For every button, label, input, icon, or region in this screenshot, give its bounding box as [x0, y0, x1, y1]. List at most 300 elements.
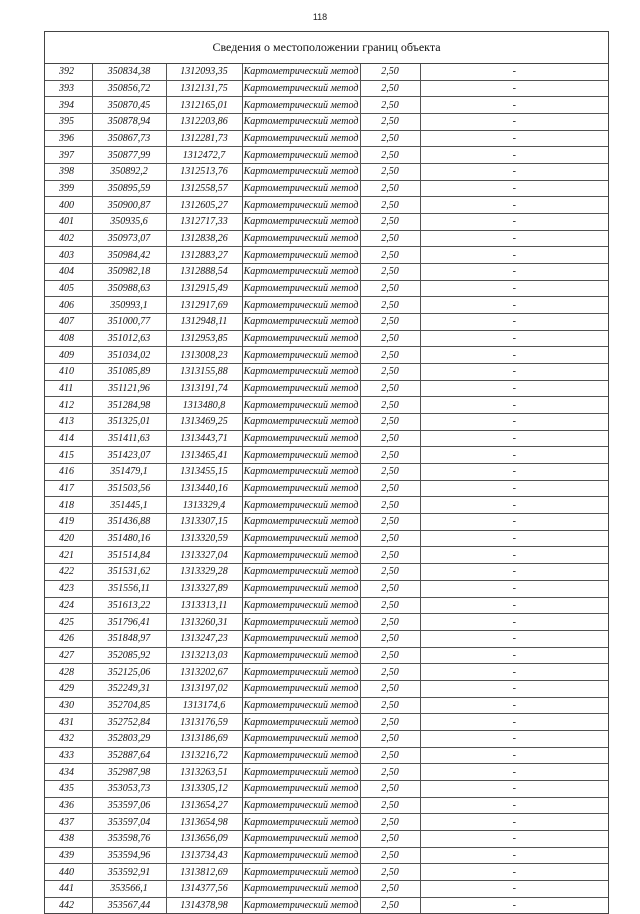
description-cell: - — [420, 247, 608, 264]
point-number-cell: 428 — [45, 664, 92, 681]
accuracy-cell: 2,50 — [360, 114, 420, 131]
y-coordinate-cell: 1313812,69 — [166, 864, 242, 881]
x-coordinate-cell: 352249,31 — [92, 680, 166, 697]
y-coordinate-cell: 1312093,35 — [166, 64, 242, 80]
point-number-cell: 433 — [45, 747, 92, 764]
description-cell: - — [420, 530, 608, 547]
method-cell: Картометрический метод — [242, 80, 360, 97]
method-cell: Картометрический метод — [242, 580, 360, 597]
x-coordinate-cell: 351436,88 — [92, 514, 166, 531]
y-coordinate-cell: 1312948,11 — [166, 314, 242, 331]
description-cell: - — [420, 147, 608, 164]
point-number-cell: 413 — [45, 414, 92, 431]
point-number-cell: 441 — [45, 880, 92, 897]
table-row — [45, 647, 608, 664]
table-row — [45, 147, 608, 164]
method-cell: Картометрический метод — [242, 447, 360, 464]
description-cell: - — [420, 214, 608, 231]
point-number-cell: 429 — [45, 680, 92, 697]
accuracy-cell: 2,50 — [360, 764, 420, 781]
table-row — [45, 447, 608, 464]
point-number-cell: 430 — [45, 697, 92, 714]
y-coordinate-cell: 1313329,28 — [166, 564, 242, 581]
x-coordinate-cell: 353597,04 — [92, 814, 166, 831]
accuracy-cell: 2,50 — [360, 214, 420, 231]
table-row — [45, 197, 608, 214]
method-cell: Картометрический метод — [242, 564, 360, 581]
x-coordinate-cell: 353598,76 — [92, 830, 166, 847]
table-row — [45, 880, 608, 897]
description-cell: - — [420, 514, 608, 531]
table-row — [45, 414, 608, 431]
x-coordinate-cell: 352752,84 — [92, 714, 166, 731]
point-number-cell: 410 — [45, 364, 92, 381]
table-row — [45, 347, 608, 364]
method-cell: Картометрический метод — [242, 314, 360, 331]
accuracy-cell: 2,50 — [360, 297, 420, 314]
x-coordinate-cell: 350988,63 — [92, 280, 166, 297]
table-row — [45, 764, 608, 781]
description-cell: - — [420, 847, 608, 864]
y-coordinate-cell: 1314377,56 — [166, 880, 242, 897]
x-coordinate-cell: 352125,06 — [92, 664, 166, 681]
y-coordinate-cell: 1313260,31 — [166, 614, 242, 631]
method-cell: Картометрический метод — [242, 880, 360, 897]
table-row — [45, 464, 608, 481]
table-row — [45, 797, 608, 814]
x-coordinate-cell: 351445,1 — [92, 497, 166, 514]
x-coordinate-cell: 351034,02 — [92, 347, 166, 364]
method-cell: Картометрический метод — [242, 114, 360, 131]
x-coordinate-cell: 350870,45 — [92, 97, 166, 114]
table-row — [45, 747, 608, 764]
method-cell: Картометрический метод — [242, 714, 360, 731]
x-coordinate-cell: 353592,91 — [92, 864, 166, 881]
y-coordinate-cell: 1312883,27 — [166, 247, 242, 264]
description-cell: - — [420, 114, 608, 131]
x-coordinate-cell: 351012,63 — [92, 330, 166, 347]
y-coordinate-cell: 1313327,04 — [166, 547, 242, 564]
point-number-cell: 416 — [45, 464, 92, 481]
method-cell: Картометрический метод — [242, 247, 360, 264]
y-coordinate-cell: 1313480,8 — [166, 397, 242, 414]
point-number-cell: 435 — [45, 780, 92, 797]
accuracy-cell: 2,50 — [360, 880, 420, 897]
description-cell: - — [420, 64, 608, 80]
x-coordinate-cell: 352803,29 — [92, 730, 166, 747]
point-number-cell: 403 — [45, 247, 92, 264]
description-cell: - — [420, 664, 608, 681]
accuracy-cell: 2,50 — [360, 530, 420, 547]
description-cell: - — [420, 414, 608, 431]
accuracy-cell: 2,50 — [360, 347, 420, 364]
x-coordinate-cell: 353567,44 — [92, 897, 166, 913]
description-cell: - — [420, 497, 608, 514]
y-coordinate-cell: 1313155,88 — [166, 364, 242, 381]
x-coordinate-cell: 353566,1 — [92, 880, 166, 897]
accuracy-cell: 2,50 — [360, 797, 420, 814]
description-cell: - — [420, 630, 608, 647]
description-cell: - — [420, 564, 608, 581]
x-coordinate-cell: 351000,77 — [92, 314, 166, 331]
y-coordinate-cell: 1312203,86 — [166, 114, 242, 131]
accuracy-cell: 2,50 — [360, 430, 420, 447]
y-coordinate-cell: 1312953,85 — [166, 330, 242, 347]
point-number-cell: 431 — [45, 714, 92, 731]
table-row — [45, 597, 608, 614]
description-cell: - — [420, 280, 608, 297]
point-number-cell: 397 — [45, 147, 92, 164]
coordinates-table — [45, 64, 608, 913]
accuracy-cell: 2,50 — [360, 730, 420, 747]
y-coordinate-cell: 1312605,27 — [166, 197, 242, 214]
y-coordinate-cell: 1313191,74 — [166, 380, 242, 397]
y-coordinate-cell: 1313197,02 — [166, 680, 242, 697]
description-cell: - — [420, 864, 608, 881]
section-title: Сведения о местоположении границ объекта — [45, 32, 608, 64]
y-coordinate-cell: 1313305,12 — [166, 780, 242, 797]
method-cell: Картометрический метод — [242, 780, 360, 797]
method-cell: Картометрический метод — [242, 630, 360, 647]
table-row — [45, 230, 608, 247]
x-coordinate-cell: 350877,99 — [92, 147, 166, 164]
point-number-cell: 423 — [45, 580, 92, 597]
point-number-cell: 396 — [45, 130, 92, 147]
description-cell: - — [420, 330, 608, 347]
method-cell: Картометрический метод — [242, 847, 360, 864]
point-number-cell: 409 — [45, 347, 92, 364]
accuracy-cell: 2,50 — [360, 497, 420, 514]
table-row — [45, 780, 608, 797]
y-coordinate-cell: 1314378,98 — [166, 897, 242, 913]
accuracy-cell: 2,50 — [360, 647, 420, 664]
x-coordinate-cell: 351121,96 — [92, 380, 166, 397]
method-cell: Картометрический метод — [242, 764, 360, 781]
y-coordinate-cell: 1312838,26 — [166, 230, 242, 247]
description-cell: - — [420, 314, 608, 331]
point-number-cell: 392 — [45, 64, 92, 80]
x-coordinate-cell: 351796,41 — [92, 614, 166, 631]
x-coordinate-cell: 353053,73 — [92, 780, 166, 797]
description-cell: - — [420, 814, 608, 831]
description-cell: - — [420, 97, 608, 114]
table-row — [45, 630, 608, 647]
point-number-cell: 395 — [45, 114, 92, 131]
table-row — [45, 514, 608, 531]
accuracy-cell: 2,50 — [360, 630, 420, 647]
x-coordinate-cell: 350982,18 — [92, 264, 166, 281]
table-row — [45, 480, 608, 497]
point-number-cell: 400 — [45, 197, 92, 214]
y-coordinate-cell: 1313654,27 — [166, 797, 242, 814]
y-coordinate-cell: 1312915,49 — [166, 280, 242, 297]
y-coordinate-cell: 1313734,43 — [166, 847, 242, 864]
method-cell: Картометрический метод — [242, 214, 360, 231]
description-cell: - — [420, 614, 608, 631]
table-row — [45, 830, 608, 847]
point-number-cell: 402 — [45, 230, 92, 247]
point-number-cell: 437 — [45, 814, 92, 831]
x-coordinate-cell: 352887,64 — [92, 747, 166, 764]
method-cell: Картометрический метод — [242, 197, 360, 214]
point-number-cell: 393 — [45, 80, 92, 97]
x-coordinate-cell: 351325,01 — [92, 414, 166, 431]
y-coordinate-cell: 1312917,69 — [166, 297, 242, 314]
y-coordinate-cell: 1312888,54 — [166, 264, 242, 281]
table-row — [45, 564, 608, 581]
point-number-cell: 406 — [45, 297, 92, 314]
y-coordinate-cell: 1313313,11 — [166, 597, 242, 614]
description-cell: - — [420, 230, 608, 247]
point-number-cell: 436 — [45, 797, 92, 814]
y-coordinate-cell: 1313654,98 — [166, 814, 242, 831]
y-coordinate-cell: 1313263,51 — [166, 764, 242, 781]
table-row — [45, 297, 608, 314]
accuracy-cell: 2,50 — [360, 130, 420, 147]
x-coordinate-cell: 352987,98 — [92, 764, 166, 781]
table-row — [45, 814, 608, 831]
accuracy-cell: 2,50 — [360, 480, 420, 497]
point-number-cell: 414 — [45, 430, 92, 447]
x-coordinate-cell: 350895,59 — [92, 180, 166, 197]
table-row — [45, 164, 608, 181]
accuracy-cell: 2,50 — [360, 547, 420, 564]
x-coordinate-cell: 351480,16 — [92, 530, 166, 547]
y-coordinate-cell: 1312165,01 — [166, 97, 242, 114]
accuracy-cell: 2,50 — [360, 364, 420, 381]
method-cell: Картометрический метод — [242, 430, 360, 447]
description-cell: - — [420, 364, 608, 381]
description-cell: - — [420, 164, 608, 181]
method-cell: Картометрический метод — [242, 647, 360, 664]
point-number-cell: 426 — [45, 630, 92, 647]
accuracy-cell: 2,50 — [360, 97, 420, 114]
accuracy-cell: 2,50 — [360, 197, 420, 214]
x-coordinate-cell: 353597,06 — [92, 797, 166, 814]
x-coordinate-cell: 350856,72 — [92, 80, 166, 97]
table-row — [45, 730, 608, 747]
description-cell: - — [420, 264, 608, 281]
accuracy-cell: 2,50 — [360, 847, 420, 864]
description-cell: - — [420, 597, 608, 614]
table-row — [45, 214, 608, 231]
y-coordinate-cell: 1313213,03 — [166, 647, 242, 664]
description-cell: - — [420, 747, 608, 764]
table-row — [45, 680, 608, 697]
method-cell: Картометрический метод — [242, 664, 360, 681]
page-number: 118 — [312, 12, 328, 22]
point-number-cell: 440 — [45, 864, 92, 881]
method-cell: Картометрический метод — [242, 864, 360, 881]
method-cell: Картометрический метод — [242, 614, 360, 631]
accuracy-cell: 2,50 — [360, 830, 420, 847]
table-row — [45, 614, 608, 631]
table-row — [45, 897, 608, 913]
table-row — [45, 547, 608, 564]
point-number-cell: 405 — [45, 280, 92, 297]
y-coordinate-cell: 1313307,15 — [166, 514, 242, 531]
method-cell: Картометрический метод — [242, 414, 360, 431]
point-number-cell: 432 — [45, 730, 92, 747]
accuracy-cell: 2,50 — [360, 280, 420, 297]
accuracy-cell: 2,50 — [360, 680, 420, 697]
x-coordinate-cell: 351411,63 — [92, 430, 166, 447]
y-coordinate-cell: 1313247,23 — [166, 630, 242, 647]
accuracy-cell: 2,50 — [360, 314, 420, 331]
x-coordinate-cell: 350867,73 — [92, 130, 166, 147]
y-coordinate-cell: 1312717,33 — [166, 214, 242, 231]
point-number-cell: 420 — [45, 530, 92, 547]
table-row — [45, 380, 608, 397]
accuracy-cell: 2,50 — [360, 897, 420, 913]
point-number-cell: 415 — [45, 447, 92, 464]
description-cell: - — [420, 180, 608, 197]
y-coordinate-cell: 1313455,15 — [166, 464, 242, 481]
description-cell: - — [420, 464, 608, 481]
point-number-cell: 421 — [45, 547, 92, 564]
point-number-cell: 417 — [45, 480, 92, 497]
point-number-cell: 401 — [45, 214, 92, 231]
point-number-cell: 399 — [45, 180, 92, 197]
table-row — [45, 314, 608, 331]
accuracy-cell: 2,50 — [360, 614, 420, 631]
accuracy-cell: 2,50 — [360, 747, 420, 764]
table-row — [45, 864, 608, 881]
y-coordinate-cell: 1313469,25 — [166, 414, 242, 431]
y-coordinate-cell: 1313440,16 — [166, 480, 242, 497]
point-number-cell: 394 — [45, 97, 92, 114]
method-cell: Картометрический метод — [242, 347, 360, 364]
table-row — [45, 264, 608, 281]
x-coordinate-cell: 351613,22 — [92, 597, 166, 614]
accuracy-cell: 2,50 — [360, 80, 420, 97]
x-coordinate-cell: 350984,42 — [92, 247, 166, 264]
method-cell: Картометрический метод — [242, 547, 360, 564]
table-row — [45, 130, 608, 147]
point-number-cell: 404 — [45, 264, 92, 281]
description-cell: - — [420, 647, 608, 664]
description-cell: - — [420, 580, 608, 597]
point-number-cell: 434 — [45, 764, 92, 781]
point-number-cell: 442 — [45, 897, 92, 913]
accuracy-cell: 2,50 — [360, 864, 420, 881]
point-number-cell: 425 — [45, 614, 92, 631]
x-coordinate-cell: 351479,1 — [92, 464, 166, 481]
method-cell: Картометрический метод — [242, 364, 360, 381]
method-cell: Картометрический метод — [242, 680, 360, 697]
method-cell: Картометрический метод — [242, 64, 360, 80]
accuracy-cell: 2,50 — [360, 380, 420, 397]
x-coordinate-cell: 350900,87 — [92, 197, 166, 214]
x-coordinate-cell: 350993,1 — [92, 297, 166, 314]
accuracy-cell: 2,50 — [360, 447, 420, 464]
y-coordinate-cell: 1312558,57 — [166, 180, 242, 197]
y-coordinate-cell: 1313443,71 — [166, 430, 242, 447]
point-number-cell: 418 — [45, 497, 92, 514]
point-number-cell: 408 — [45, 330, 92, 347]
point-number-cell: 407 — [45, 314, 92, 331]
table-row — [45, 180, 608, 197]
accuracy-cell: 2,50 — [360, 464, 420, 481]
x-coordinate-cell: 351514,84 — [92, 547, 166, 564]
table-row — [45, 97, 608, 114]
description-cell: - — [420, 430, 608, 447]
method-cell: Картометрический метод — [242, 897, 360, 913]
accuracy-cell: 2,50 — [360, 664, 420, 681]
description-cell: - — [420, 680, 608, 697]
x-coordinate-cell: 351284,98 — [92, 397, 166, 414]
method-cell: Картометрический метод — [242, 747, 360, 764]
description-cell: - — [512, 899, 516, 911]
description-cell: - — [420, 880, 608, 897]
method-cell: Картометрический метод — [242, 280, 360, 297]
method-cell: Картометрический метод — [242, 530, 360, 547]
description-cell: - — [420, 130, 608, 147]
point-number-cell: 427 — [45, 647, 92, 664]
description-cell: - — [420, 697, 608, 714]
accuracy-cell: 2,50 — [360, 330, 420, 347]
y-coordinate-cell: 1313656,09 — [166, 830, 242, 847]
accuracy-cell: 2,50 — [360, 814, 420, 831]
accuracy-cell: 2,50 — [360, 230, 420, 247]
accuracy-cell: 2,50 — [360, 697, 420, 714]
description-cell: - — [420, 830, 608, 847]
table-row — [45, 64, 608, 80]
accuracy-cell: 2,50 — [360, 64, 420, 80]
point-number-cell: 398 — [45, 164, 92, 181]
boundary-coordinates-table — [44, 31, 609, 914]
method-cell: Картометрический метод — [242, 330, 360, 347]
table-row — [45, 847, 608, 864]
y-coordinate-cell: 1312513,76 — [166, 164, 242, 181]
accuracy-cell: 2,50 — [360, 580, 420, 597]
x-coordinate-cell: 351085,89 — [92, 364, 166, 381]
x-coordinate-cell: 351531,62 — [92, 564, 166, 581]
accuracy-cell: 2,50 — [360, 564, 420, 581]
description-cell: - — [420, 797, 608, 814]
description-cell: - — [420, 197, 608, 214]
table-row — [45, 714, 608, 731]
point-number-cell: 411 — [45, 380, 92, 397]
y-coordinate-cell: 1312281,73 — [166, 130, 242, 147]
y-coordinate-cell: 1313327,89 — [166, 580, 242, 597]
method-cell: Картометрический метод — [242, 297, 360, 314]
description-cell: - — [420, 397, 608, 414]
accuracy-cell: 2,50 — [360, 514, 420, 531]
method-cell: Картометрический метод — [242, 830, 360, 847]
table-row — [45, 430, 608, 447]
method-cell: Картометрический метод — [242, 514, 360, 531]
table-row — [45, 364, 608, 381]
x-coordinate-cell: 351848,97 — [92, 630, 166, 647]
accuracy-cell: 2,50 — [360, 180, 420, 197]
method-cell: Картометрический метод — [242, 230, 360, 247]
x-coordinate-cell: 350878,94 — [92, 114, 166, 131]
method-cell: Картометрический метод — [242, 130, 360, 147]
x-coordinate-cell: 351423,07 — [92, 447, 166, 464]
table-row — [45, 80, 608, 97]
point-number-cell: 422 — [45, 564, 92, 581]
y-coordinate-cell: 1313174,6 — [166, 697, 242, 714]
description-cell: - — [420, 347, 608, 364]
method-cell: Картометрический метод — [242, 814, 360, 831]
accuracy-cell: 2,50 — [360, 780, 420, 797]
accuracy-cell: 2,50 — [360, 714, 420, 731]
description-cell: - — [420, 714, 608, 731]
point-number-cell: 412 — [45, 397, 92, 414]
table-row — [45, 697, 608, 714]
accuracy-cell: 2,50 — [360, 247, 420, 264]
